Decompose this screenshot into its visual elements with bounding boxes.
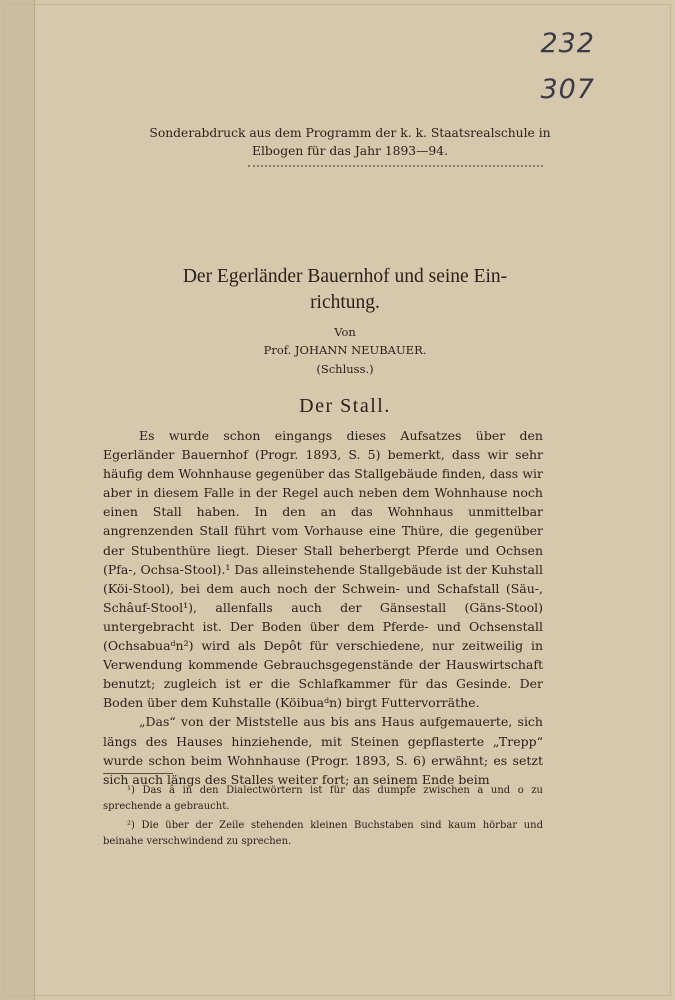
footnote-divider	[103, 773, 173, 774]
archive-number-1: 232	[540, 28, 595, 59]
offprint-line-1: Sonderabdruck aus dem Programm der k. k. Staatsrealschule in	[149, 126, 551, 140]
continuation-note: (Schluss.)	[316, 362, 374, 376]
title-line-2: richtung.	[310, 292, 380, 313]
paragraph: „Das“ von der Miststelle aus bis ans Haus aufgemauerte, sich längs des Hauses hinziehende, mit Steinen gepflasterte „Trepp“ wurde schon beim Wohnhause (Progr. 1893, S. 6) erwähnt; es setzt sich auch längs des Stalles weiter fort; an seinem Ende beim	[103, 714, 543, 787]
byline-von: Von	[334, 325, 356, 339]
paragraph: Es wurde schon eingangs dieses Aufsatzes über den Egerländer Bauernhof (Progr. 1893, S. 5) bemerkt, dass wir sehr häufig dem Wohnhause gegenüber das Stallgebäude finden, dass wir aber in diesem Falle in der Regel auch neben dem Wohnhause noch einen Stall haben. In den an das Wohnhaus unmittelbar angrenzenden Stall führt vom Vorhause eine Thüre, die gegenüber der Stubenthüre liegt. Dieser Stall beherbergt Pferde und Ochsen (Pfa-, Ochsa-Stool).¹ Das alleinstehende Stallgebäude ist der Kuhstall (Köi-Stool), bei dem auch noch der Schwein- und Schafstall (Säu-, Schâuf-Stool¹), allenfalls auch der Gänsestall (Gäns-Stool) untergebracht ist. Der Boden über dem Pferde- und Ochsenstall (Ochsabuaᵈn²) wird als Depôt für verschiedene, nur zeitweilig in Verwendung kommende Gebrauchsgegenstände der Hauswirtschaft benutzt; zugleich ist er die Schlafkammer für das Gesinde. Der Boden über dem Kuhstalle (Köibuaᵈn) birgt Futtervorräthe.	[103, 428, 543, 711]
article-title	[90, 264, 600, 316]
offprint-line-2: Elbogen für das Jahr 1893—94.	[252, 144, 448, 158]
archive-number-2: 307	[540, 74, 595, 105]
offprint-header	[80, 124, 620, 160]
section-heading: Der Stall.	[299, 395, 391, 417]
footnote: ²) Die über der Zeile stehenden kleinen Buchstaben sind kaum hörbar und beinahe verschwindend zu sprechen.	[103, 820, 543, 847]
footnote: ¹) Das â in den Dialectwörtern ist für das dumpfe zwischen a und o zu sprechende a gebraucht.	[103, 785, 543, 812]
page-binding-edge	[0, 0, 35, 1000]
decorative-rule	[248, 162, 543, 167]
author-name: Prof. JOHANN NEUBAUER.	[263, 343, 427, 357]
footnotes	[103, 783, 543, 853]
title-line-1: Der Egerländer Bauernhof und seine Ein-	[182, 266, 508, 287]
body-text	[103, 426, 543, 789]
